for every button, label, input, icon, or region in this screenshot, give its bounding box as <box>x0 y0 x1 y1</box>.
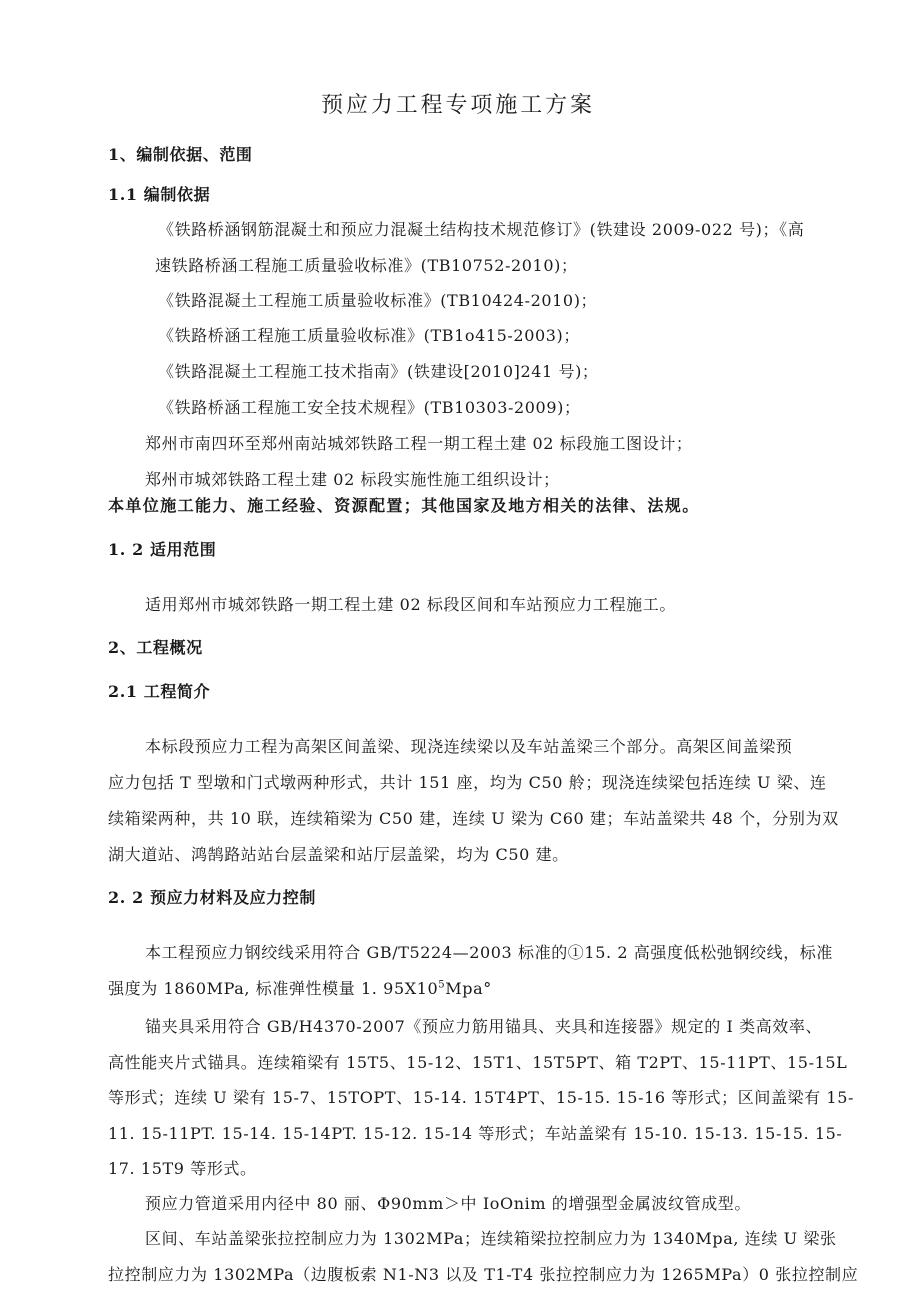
basis-line: 《铁路桥涵工程施工安全技术规程》(TB10303-2009)； <box>158 398 581 417</box>
page-title: 预应力工程专项施工方案 <box>321 93 595 118</box>
anchor-line: 11. 15-11PT. 15-14. 15-14PT. 15-12. 15-14 等形式；车站盖梁有 15-10. 15-13. 15-15. 15- <box>108 1124 843 1143</box>
basis-line: 速铁路桥涵工程施工质量验收标准》(TB10752-2010)； <box>155 256 578 275</box>
section-2-2-heading: 2. 2 预应力材料及应力控制 <box>108 888 316 907</box>
modulus-text: 强度为 1860MPa, 标准弹性模量 1. 95X10 <box>108 979 439 998</box>
basis-line: 《铁路桥涵工程施工质量验收标准》(TB1o415-2003)； <box>158 326 580 345</box>
section-2-heading: 2、工程概况 <box>108 638 203 657</box>
overview-line: 应力包括 T 型墩和门式墩两种形式，共计 151 座，均为 C50 舲；现浇连续梁包括连续 U 梁、连 <box>108 773 827 792</box>
basis-line: 《铁路混凝土工程施工质量验收标准》(TB10424-2010)； <box>158 291 598 310</box>
basis-line: 郑州市南四环至郑州南站城郊铁路工程一期工程土建 02 标段施工图设计； <box>145 434 693 453</box>
stress-line: 拉控制应力为 1302MPa（边腹板索 N1-N3 以及 T1-T4 张拉控制应力为 1265MPa）0 张拉控制应 <box>108 1265 859 1284</box>
section-1-2-heading: 1. 2 适用范围 <box>108 540 217 559</box>
section-1-heading: 1、编制依据、范围 <box>108 145 253 164</box>
overview-line: 湖大道站、鸿鹄路站站台层盖梁和站厅层盖梁，均为 C50 建。 <box>108 845 569 864</box>
basis-line: 《铁路混凝土工程施工技术指南》(铁建设[2010]241 号)； <box>158 362 599 381</box>
anchor-line: 17. 15T9 等形式。 <box>108 1159 257 1178</box>
modulus-exponent: 5 <box>438 979 446 991</box>
overview-line: 本标段预应力工程为高架区间盖梁、现浇连续梁以及车站盖梁三个部分。高架区间盖梁预 <box>145 737 793 756</box>
anchor-line: 等形式；连续 U 梁有 15-7、15TOPT、15-14. 15T4PT、15-15. 15-16 等形式；区间盖梁有 15- <box>108 1088 854 1107</box>
anchor-line: 锚夹具采用符合 GB/H4370-2007《预应力筋用锚具、夹具和连接器》规定的 I 类高效率、 <box>145 1017 823 1036</box>
scope-text: 适用郑州市城郊铁路一期工程土建 02 标段区间和车站预应力工程施工。 <box>145 595 676 614</box>
basis-line-bold: 本单位施工能力、施工经验、资源配置；其他国家及地方相关的法律、法规。 <box>108 496 700 515</box>
stress-line: 区间、车站盖梁张拉控制应力为 1302MPa；连续箱梁拉控制应力为 1340Mpa, 连续 U 梁张 <box>145 1229 837 1248</box>
modulus-unit: Mpa° <box>445 979 492 998</box>
basis-line: 《铁路桥涵钢筋混凝土和预应力混凝土结构技术规范修订》(铁建设 2009-022 号)；《高 <box>158 220 805 239</box>
overview-line: 续箱梁两种，共 10 联，连续箱梁为 C50 建，连续 U 梁为 C60 建；车站盖梁共 48 个，分别为双 <box>108 809 839 828</box>
section-1-1-heading: 1.1 编制依据 <box>108 185 211 204</box>
material-line <box>108 978 492 1000</box>
anchor-line: 高性能夹片式锚具。连续箱梁有 15T5、15-12、15T1、15T5PT、箱 T2PT、15-11PT、15-15L <box>108 1053 848 1072</box>
duct-line: 预应力管道采用内径中 80 丽、Φ90mm＞中 IoOnim 的增强型金属波纹管成型。 <box>145 1194 751 1213</box>
basis-line: 郑州市城郊铁路工程土建 02 标段实施性施工组织设计； <box>145 470 560 489</box>
material-line: 本工程预应力钢绞线采用符合 GB/T5224—2003 标准的①15. 2 高强度低松弛钢绞线，标准 <box>145 943 834 962</box>
section-2-1-heading: 2.1 工程简介 <box>108 682 211 701</box>
